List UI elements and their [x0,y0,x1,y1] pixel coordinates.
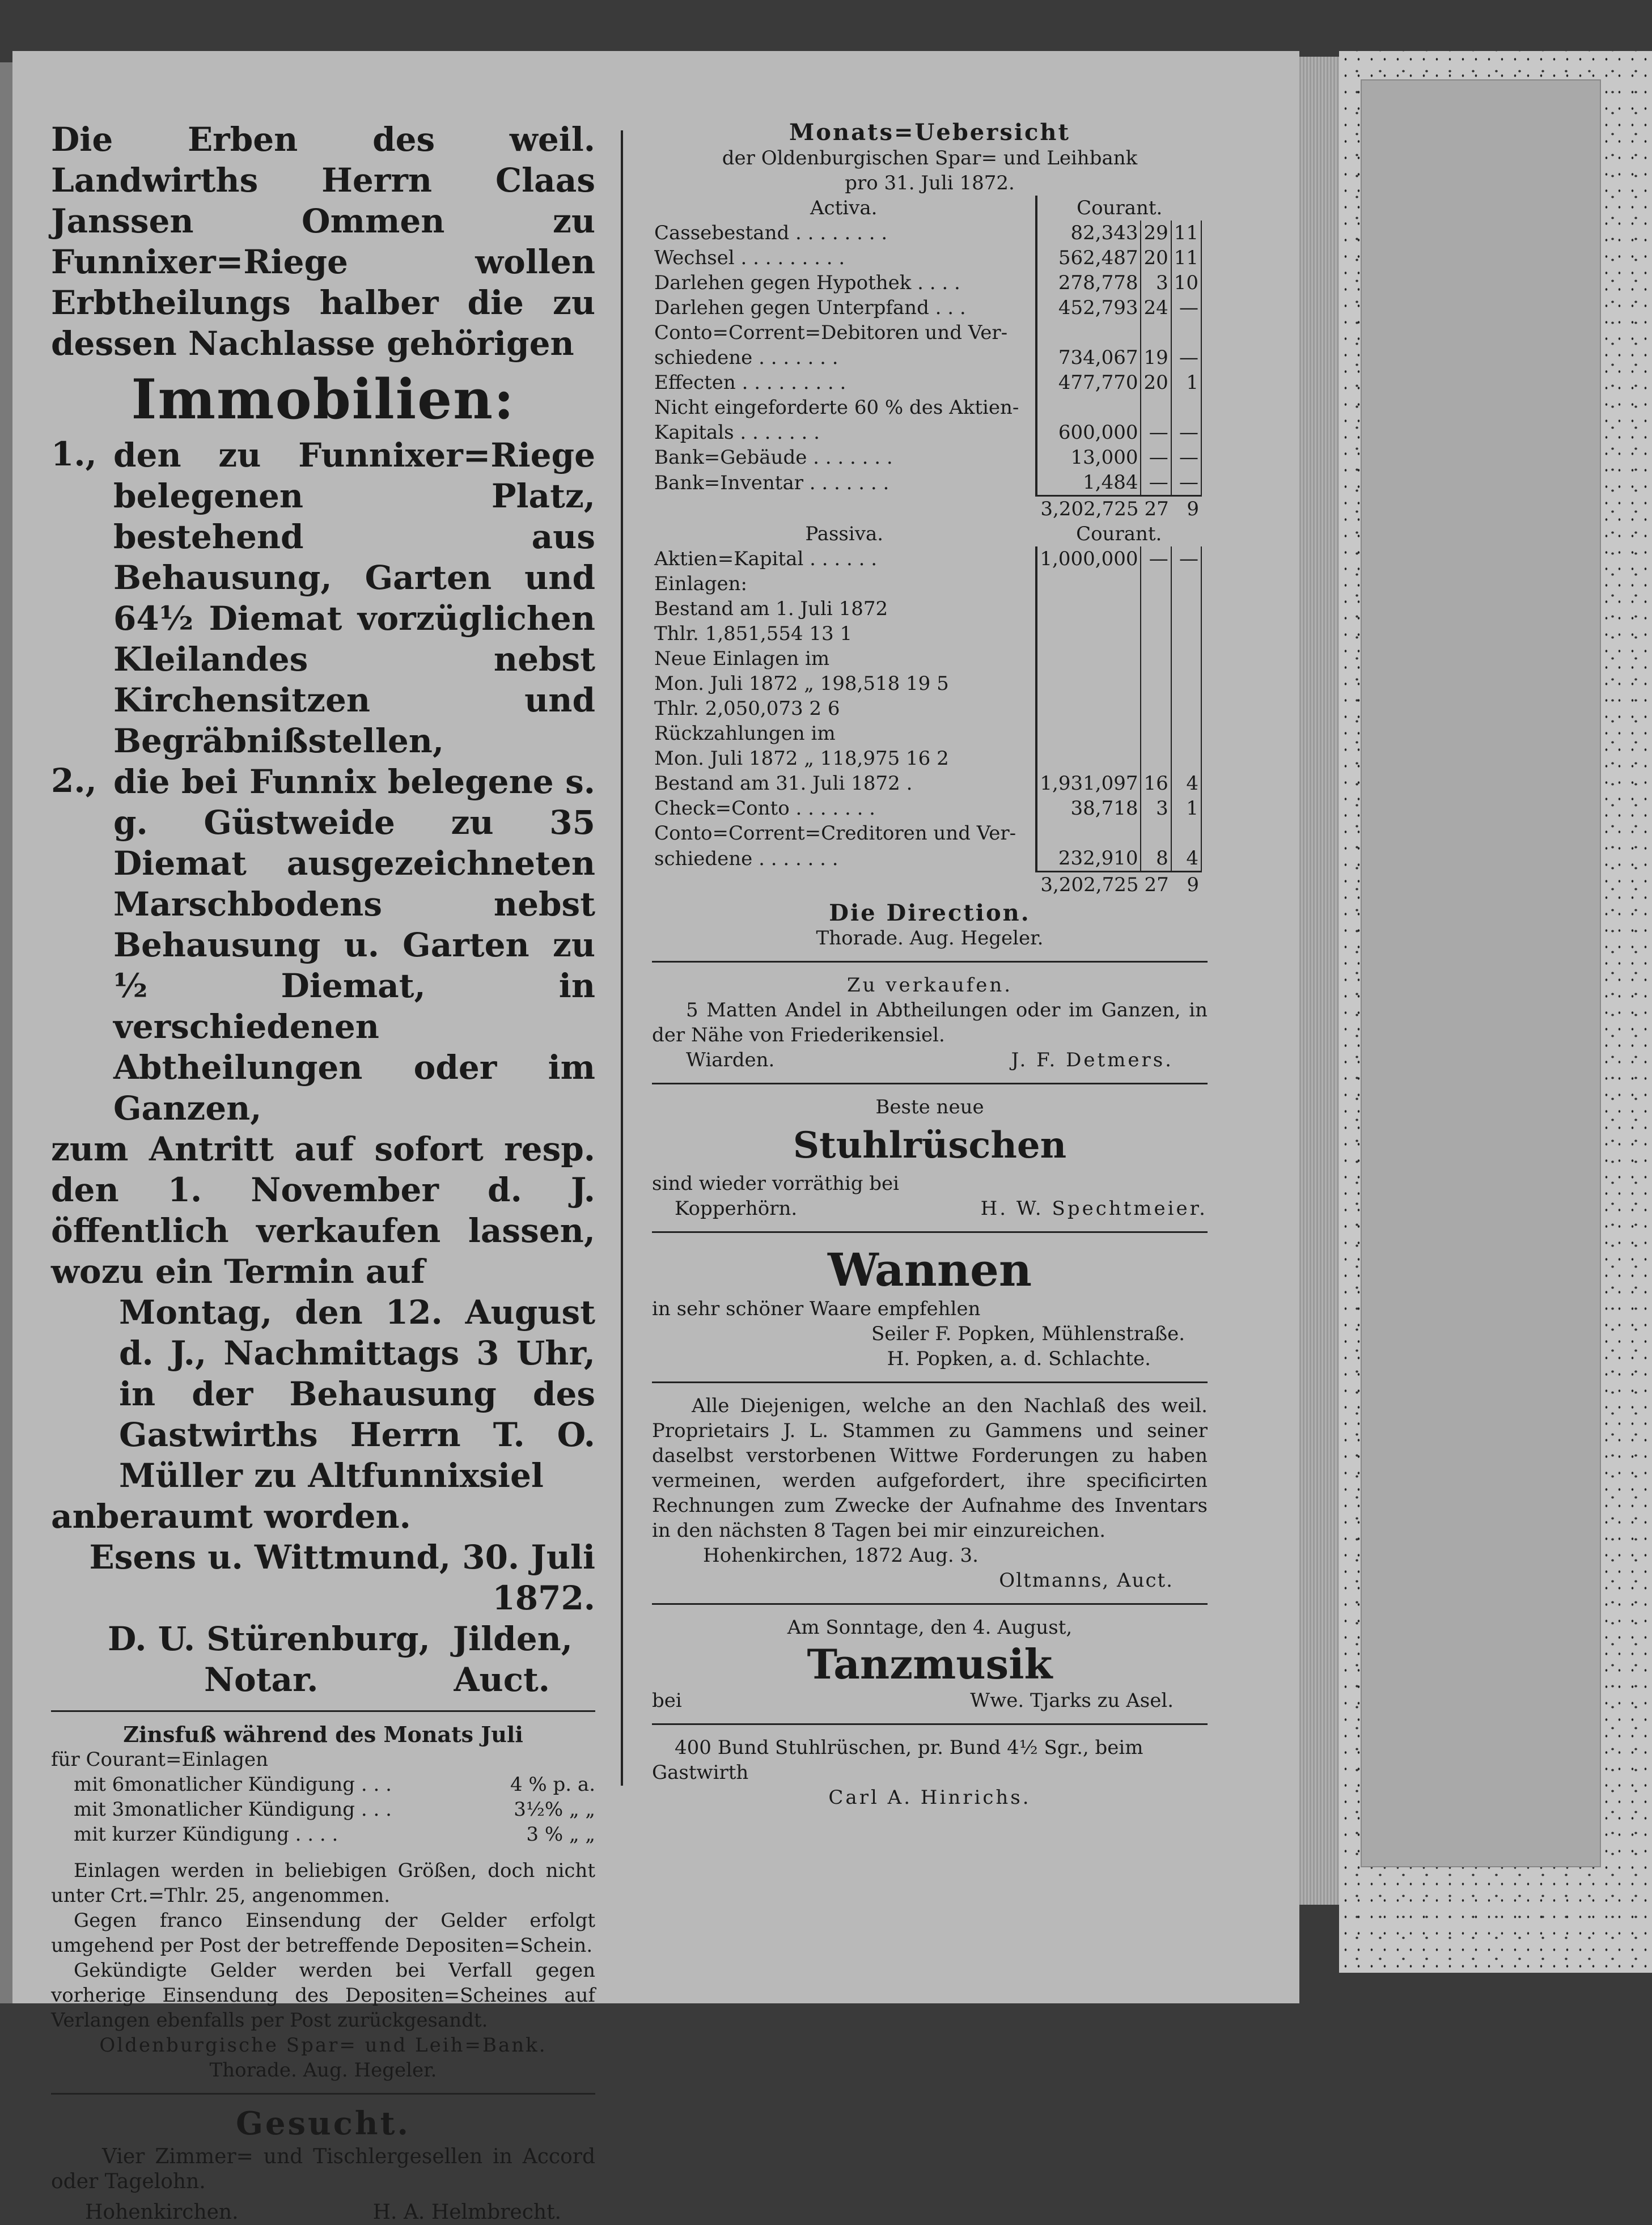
table-row [652,771,1201,796]
row-label: schiedene . . . . . . . [654,847,838,870]
wannen-text: in sehr schöner Waare empfehlen [652,1298,981,1320]
row-groschen: — [1141,445,1171,470]
auction-para: zum Antritt auf sofort resp. den 1. November d. J. öffentlich verkaufen lassen, wozu ein Termin auf [51,1130,595,1291]
auctioneer-title: Auct. [454,1660,550,1699]
table-row [652,796,1201,821]
row-pfennig [1171,721,1201,746]
row-label: Neue Einlagen im [654,647,830,670]
table-row [652,445,1201,470]
row-value [1036,721,1141,746]
book-cover-panel [1361,79,1601,1867]
row-groschen [1141,571,1171,596]
estate-date: Hohenkirchen, 1872 Aug. 3. [703,1544,979,1567]
row-pfennig: 11 [1171,245,1201,270]
total-groschen: 27 [1141,872,1171,898]
row-value: 562,487 [1036,245,1141,270]
interest-rate: 4 % p. a. [510,1773,595,1796]
wannen-signer-2: H. Popken, a. d. Schlachte. [887,1347,1151,1370]
interest-subtitle: für Courant=Einlagen [51,1748,269,1771]
row-groschen: — [1141,546,1171,571]
table-row [652,295,1201,320]
stuhl-title: Stuhlrüschen [793,1124,1067,1167]
row-label: Bank=Inventar . . . . . . . [654,471,889,494]
passiva-total-row [652,872,1201,898]
wannen-signer-1: Seiler F. Popken, Mühlenstraße. [871,1323,1185,1345]
row-value: 38,718 [1036,796,1141,821]
row-pfennig: 10 [1171,270,1201,295]
wanted-signature [51,2194,595,2225]
row-label: Mon. Juli 1872 „ 198,518 19 5 [654,672,949,695]
notary-title: Notar. [204,1660,319,1699]
rule [652,1381,1208,1383]
row-groschen [1141,721,1171,746]
row-label: Bestand am 31. Juli 1872 . [654,772,913,795]
row-value [1036,671,1141,696]
row-pfennig: — [1171,345,1201,370]
row-groschen: 29 [1141,221,1171,245]
row-value: 452,793 [1036,295,1141,320]
total-groschen: 27 [1141,496,1171,522]
auction-intro: Die Erben des weil. Landwirths Herrn Claas Janssen Ommen zu Funnixer=Riege wollen Erbtheilungs halber die zu dessen Nachlasse gehörigen [51,120,595,363]
stuhl-place: Kopperhörn. [675,1197,798,1220]
row-label: Effecten . . . . . . . . . [654,371,846,394]
row-label: Aktien=Kapital . . . . . . [654,548,878,570]
row-groschen [1141,646,1171,671]
dance-title: Tanzmusik [807,1640,1053,1688]
row-value: 232,910 [1036,846,1141,872]
row-groschen: 19 [1141,345,1171,370]
interest-row [74,1772,595,1797]
row-value: 1,000,000 [1036,546,1141,571]
wanted-signer: H. A. Helmbrecht. [372,2201,561,2224]
row-groschen [1141,671,1171,696]
row-pfennig [1171,671,1201,696]
rule [51,2093,595,2095]
wanted-place: Hohenkirchen. [85,2201,239,2224]
row-pfennig: 4 [1171,771,1201,796]
row-label: schiedene . . . . . . . [654,346,838,369]
row-groschen: 8 [1141,846,1171,872]
auction-place-date: Esens u. Wittmund, 30. Juli 1872. [89,1538,595,1617]
courant-heading: Courant. [1076,523,1162,545]
row-pfennig: — [1171,445,1201,470]
left-column [51,119,595,2225]
row-value: 1,931,097 [1036,771,1141,796]
row-label: Conto=Corrent=Creditoren und Ver- [654,822,1016,845]
stuhl-text: sind wieder vorräthig bei [652,1172,900,1195]
table-row [652,721,1201,746]
passiva-heading: Passiva. [805,523,884,545]
row-groschen [1141,320,1171,345]
table-row [652,546,1201,571]
table-row [652,320,1201,345]
table-row [652,420,1201,445]
row-value [1036,746,1141,771]
table-row [652,696,1201,721]
auctioneer-name: Jilden, [452,1620,573,1658]
row-label: Darlehen gegen Unterpfand . . . [654,296,966,319]
row-value: 734,067 [1036,345,1141,370]
row-groschen: 16 [1141,771,1171,796]
table-row [652,245,1201,270]
auction-signature-names [51,1618,595,1659]
row-groschen [1141,596,1171,621]
item-text: die bei Funnix belegene s. g. Güstweide zu 35 Diemat ausgezeichneten Marschbodens nebst Behausung u. Garten zu ½ Diemat, in verschiedenen Abtheilungen oder im Ganzen, [113,762,595,1128]
rule [652,1231,1208,1233]
table-row [652,221,1201,245]
row-pfennig [1171,571,1201,596]
table-row [652,821,1201,846]
overview-title: Monats=Uebersicht [789,119,1070,146]
table-row [652,596,1201,621]
interest-row [74,1797,595,1822]
table-header [652,196,1201,221]
table-row [652,370,1201,395]
item-text: den zu Funnixer=Riege belegenen Platz, bestehend aus Behausung, Garten und 64½ Diemat vorzüglichen Kleilandes nebst Kirchensitzen und Begräbnißstellen, [113,436,595,760]
row-pfennig [1171,646,1201,671]
row-groschen [1141,621,1171,646]
row-value: 600,000 [1036,420,1141,445]
row-groschen: 3 [1141,796,1171,821]
row-label: Nicht eingeforderte 60 % des Aktien- [654,396,1019,419]
total-pfennig: 9 [1171,496,1201,522]
rule [652,1083,1208,1084]
courant-heading: Courant. [1036,196,1201,221]
row-label: Wechsel . . . . . . . . . [654,247,845,269]
auction-signature-titles [51,1659,595,1700]
row-value [1036,395,1141,420]
direction-title: Die Direction. [829,900,1031,926]
rule [51,1710,595,1712]
row-pfennig [1171,596,1201,621]
auction-item-1 [51,435,595,761]
wanted-text: Vier Zimmer= und Tischlergesellen in Accord oder Tagelohn. [51,2145,595,2193]
direction-signature: Thorade. Aug. Hegeler. [816,927,1044,950]
dance-bei: bei [652,1689,682,1712]
row-value [1036,646,1141,671]
interest-label: mit kurzer Kündigung . . . . [74,1823,338,1846]
row-value [1036,320,1141,345]
row-pfennig [1171,621,1201,646]
interest-title: Zinsfuß während des Monats Juli [123,1722,523,1747]
row-label: Thlr. 2,050,073 2 6 [654,697,840,720]
bank-name: Oldenburgische Spar= und Leih=Bank. [99,2034,547,2057]
left-page-strip [0,62,12,2003]
row-value: 82,343 [1036,221,1141,245]
row-label: Cassebestand . . . . . . . . [654,222,888,244]
overview-subtitle: der Oldenburgischen Spar= und Leihbank [722,147,1138,169]
auction-item-2 [51,761,595,1129]
row-value [1036,571,1141,596]
interest-para: Einlagen werden in beliebigen Größen, doch nicht unter Crt.=Thlr. 25, angenommen. [51,1859,595,1907]
interest-rates [51,1772,595,1847]
row-groschen: 20 [1141,245,1171,270]
dance-signature [652,1688,1208,1713]
page-edges [1299,57,1339,1905]
row-groschen [1141,746,1171,771]
row-value: 278,778 [1036,270,1141,295]
row-pfennig: — [1171,295,1201,320]
table-row [652,646,1201,671]
auction-closing: anberaumt worden. [51,1497,411,1536]
total-pfennig: 9 [1171,872,1201,898]
table-row [652,746,1201,771]
wannen-title: Wannen [827,1243,1032,1296]
rule [652,1603,1208,1605]
row-value [1036,621,1141,646]
interest-row [74,1822,595,1847]
row-pfennig: — [1171,420,1201,445]
row-value [1036,696,1141,721]
estate-notice: Alle Diejenigen, welche an den Nachlaß des weil. Proprietairs J. L. Stammen zu Gammens und seiner daselbst verstorbenen Wittwe Forderungen zu haben vermeinen, werden aufgefordert, ihre specificirten Rechnungen zum Zwecke der Aufnahme des Inventars in den nächsten 8 Tagen bei mir einzureichen. [652,1395,1208,1542]
stuhl-signature [652,1196,1208,1221]
row-value: 13,000 [1036,445,1141,470]
row-pfennig: — [1171,470,1201,496]
table-row [652,846,1201,872]
for-sale-place: Wiarden. [686,1049,775,1071]
bundle-notice: 400 Bund Stuhlrüschen, pr. Bund 4½ Sgr., beim Gastwirth [652,1736,1143,1784]
rule [652,1723,1208,1725]
stuhl-signer: H. W. Spechtmeier. [980,1197,1208,1220]
row-groschen: — [1141,470,1171,496]
interest-label: mit 6monatlicher Kündigung . . . [74,1773,392,1796]
table-row [652,345,1201,370]
bundle-signer: Carl A. Hinrichs. [828,1786,1031,1809]
item-number: 1., [51,435,97,473]
interest-label: mit 3monatlicher Kündigung . . . [74,1798,392,1821]
table-row [652,571,1201,596]
for-sale-signature [652,1048,1208,1073]
row-label: Check=Conto . . . . . . . [654,797,875,820]
table-header [652,522,1201,546]
row-pfennig [1171,821,1201,846]
notary-name: D. U. Stürenburg, [108,1620,430,1658]
interest-rate: 3 % „ „ [526,1823,595,1846]
row-groschen: — [1141,420,1171,445]
row-label: Kapitals . . . . . . . [654,421,820,444]
row-label: Darlehen gegen Hypothek . . . . [654,272,960,294]
row-groschen: 20 [1141,370,1171,395]
interest-rate: 3½% „ „ [514,1798,595,1821]
table-row [652,395,1201,420]
wanted-title: Gesucht. [236,2105,410,2142]
row-value: 1,484 [1036,470,1141,496]
row-label: Thlr. 1,851,554 13 1 [654,622,853,645]
total-value: 3,202,725 [1036,872,1141,898]
interest-para: Gegen franco Einsendung der Gelder erfolgt umgehend per Post der betreffende Depositen=Schein. [51,1909,595,1957]
for-sale-text: 5 Matten Andel in Abtheilungen oder im Ganzen, in der Nähe von Friederikensiel. [652,999,1208,1046]
activa-heading: Activa. [810,197,878,219]
row-pfennig [1171,320,1201,345]
activa-total-row [652,496,1201,522]
row-pfennig: 11 [1171,221,1201,245]
activa-table [652,196,1202,897]
table-row [652,470,1201,496]
row-pfennig: — [1171,546,1201,571]
table-row [652,671,1201,696]
rule [652,961,1208,963]
row-groschen: 24 [1141,295,1171,320]
interest-para: Gekündigte Gelder werden bei Verfall gegen vorherige Einsendung des Depositen=Scheines auf Verlangen ebenfalls per Post zurückgesandt. [51,1959,595,2032]
row-pfennig: 1 [1171,796,1201,821]
auction-date-place: Montag, den 12. August d. J., Nachmittags 3 Uhr, in der Behausung des Gastwirths Herrn T. O. Müller zu Altfunnixsiel [119,1293,595,1495]
for-sale-title: Zu verkaufen. [846,974,1013,997]
row-value: 477,770 [1036,370,1141,395]
bank-signature: Thorade. Aug. Hegeler. [209,2059,437,2082]
row-pfennig [1171,746,1201,771]
right-column [652,119,1208,1810]
row-groschen [1141,821,1171,846]
row-groschen [1141,395,1171,420]
auction-heading: Immobilien: [131,367,515,431]
estate-signer: Oltmanns, Auct. [999,1569,1174,1592]
row-pfennig [1171,395,1201,420]
table-row [652,270,1201,295]
dance-pre: Am Sonntage, den 4. August, [787,1616,1073,1639]
column-divider [621,130,623,1786]
stuhl-pre: Beste neue [875,1096,984,1118]
row-groschen [1141,696,1171,721]
row-label: Bank=Gebäude . . . . . . . [654,446,893,469]
table-row [652,621,1201,646]
row-value [1036,596,1141,621]
item-number: 2., [51,761,97,800]
total-value: 3,202,725 [1036,496,1141,522]
row-label: Rückzahlungen im [654,722,836,745]
row-pfennig: 1 [1171,370,1201,395]
overview-date: pro 31. Juli 1872. [845,172,1015,194]
row-label: Conto=Corrent=Debitoren und Ver- [654,321,1008,344]
row-value [1036,821,1141,846]
row-groschen: 3 [1141,270,1171,295]
row-label: Einlagen: [654,573,747,595]
row-pfennig [1171,696,1201,721]
row-pfennig: 4 [1171,846,1201,872]
row-label: Mon. Juli 1872 „ 118,975 16 2 [654,747,949,770]
row-label: Bestand am 1. Juli 1872 [654,597,888,620]
dance-host: Wwe. Tjarks zu Asel. [970,1689,1174,1712]
for-sale-signer: J. F. Detmers. [1011,1049,1174,1071]
